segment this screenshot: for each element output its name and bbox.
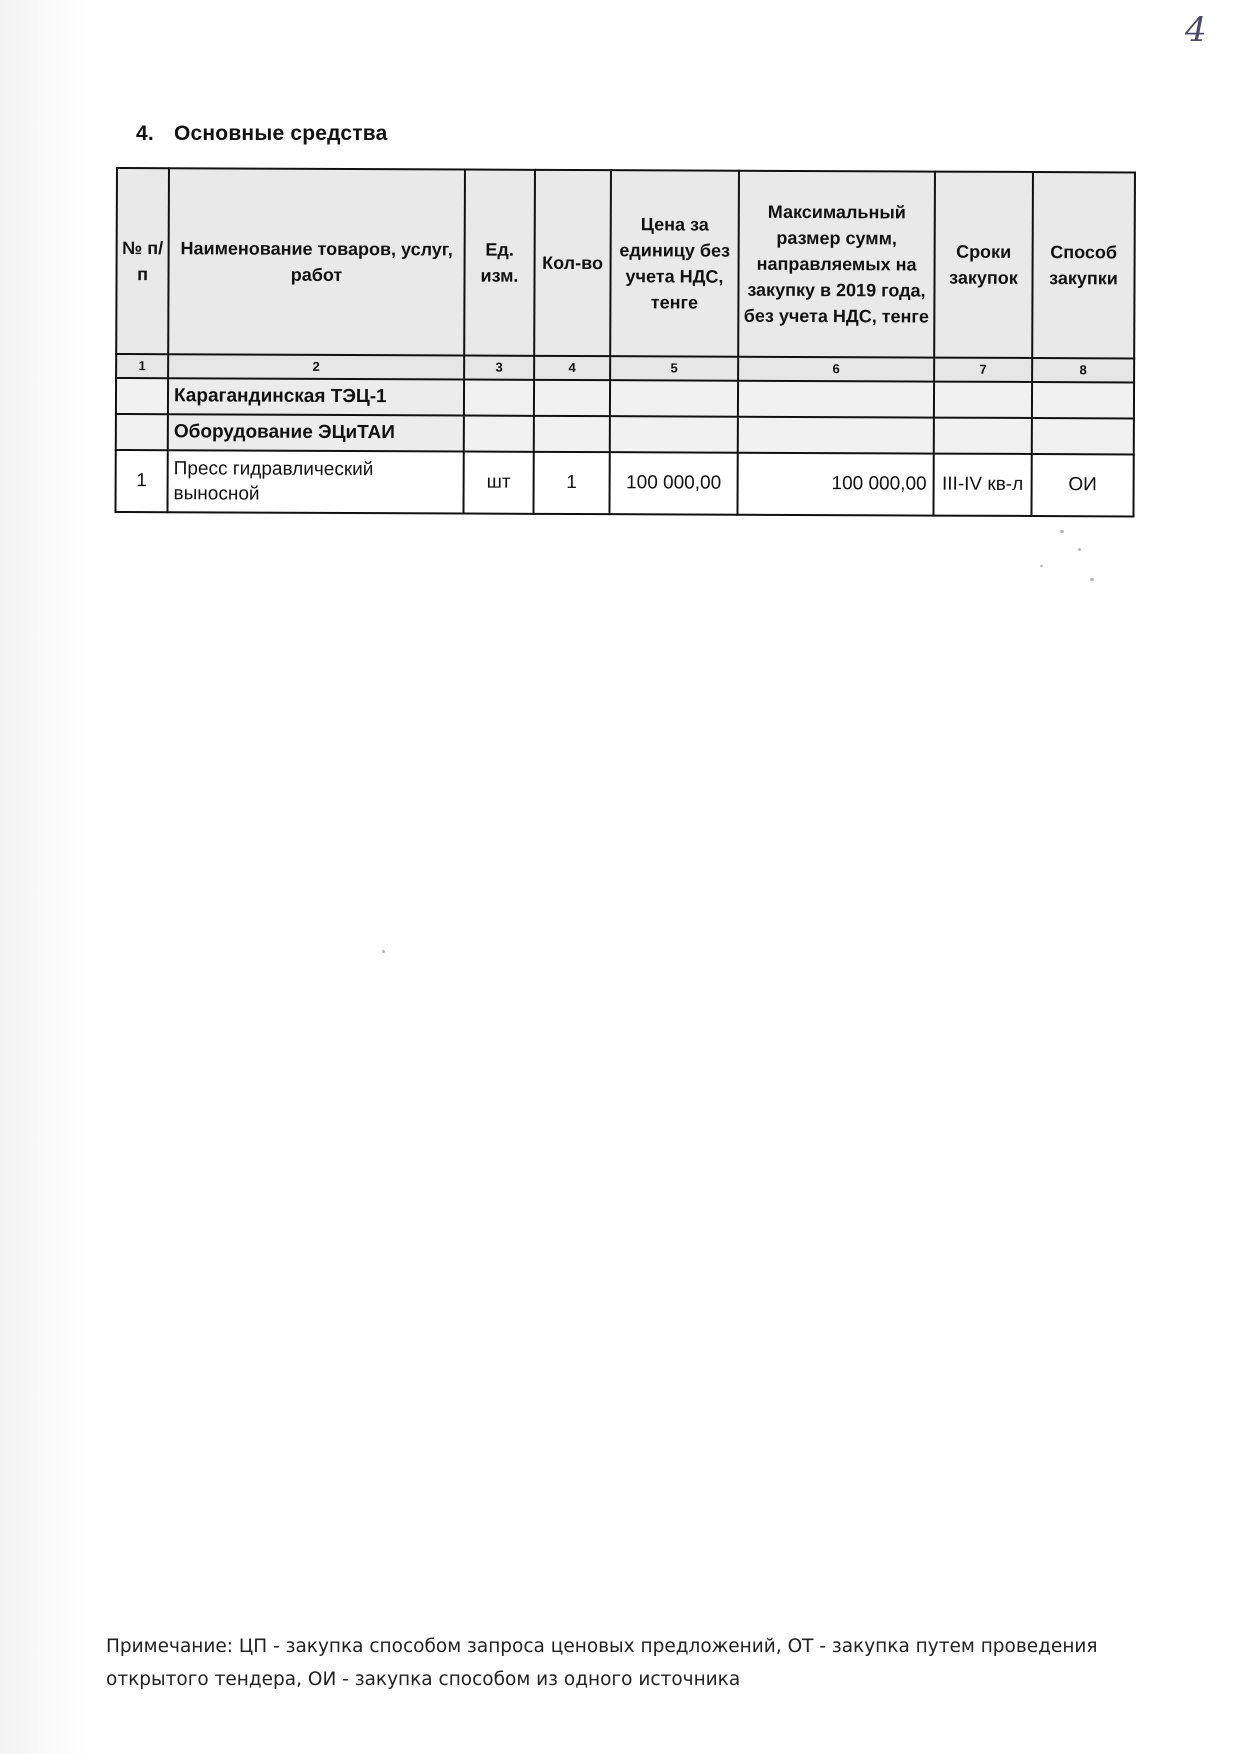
group-row [116,378,1134,418]
row-number-cell: 1 [115,450,167,512]
table-header-row [116,168,1135,358]
column-number-cell: 5 [610,356,738,381]
group-empty-cell [534,416,610,452]
group-label: Карагандинская ТЭЦ-1 [168,378,464,415]
unit-price-cell: 100 000,00 [609,452,737,515]
header-cell: Наименование товаров, услуг, работ [168,168,465,355]
item-name-cell: Пресс гидравлический выносной [167,450,463,513]
section-title [136,122,387,146]
scan-speck [1090,578,1094,581]
header-cell: Максимальный размер сумм, направляемых на закупку в 2019 года, без учета НДС, тенге [738,171,935,358]
group-empty-cell [1032,382,1134,418]
column-number-cell: 3 [464,356,534,380]
header-cell: Ед. изм. [464,170,535,356]
column-number-cell: 7 [934,358,1032,382]
table-row [115,450,1133,516]
group-empty-cell [934,382,1032,418]
header-cell: Цена за единицу без учета НДС, тенге [610,170,739,357]
method-cell: ОИ [1031,454,1133,516]
footnote: Примечание: ЦП - закупка способом запроса ценовых предложений, ОТ - закупка путем проведения открытого тендера, ОИ - закупка способом из одного источника [106,1636,1098,1690]
group-empty-cell [464,416,534,452]
column-number-cell: 6 [738,357,934,382]
column-number-cell: 8 [1032,358,1134,382]
header-cell: № п/п [116,168,169,354]
group-row [116,414,1134,454]
group-empty-cell [116,378,168,414]
scan-speck [382,950,385,953]
scan-speck [1040,565,1043,567]
group-empty-cell [534,380,610,416]
group-empty-cell [464,380,534,416]
group-empty-cell [610,416,738,453]
unit-cell: шт [463,452,533,514]
quantity-cell: 1 [533,452,609,514]
procurement-table-container [114,167,1134,517]
group-empty-cell [738,417,934,454]
section-title-text: Основные средства [174,122,388,145]
header-cell: Способ закупки [1032,172,1135,358]
column-number-cell: 4 [534,356,610,380]
group-empty-cell [116,414,168,450]
procurement-table [114,167,1135,517]
group-empty-cell [738,381,934,418]
scan-edge-shadow [0,0,90,1754]
group-label: Оборудование ЭЦиТАИ [168,414,464,451]
scan-speck [1078,548,1081,551]
group-empty-cell [1032,418,1134,454]
section-number: 4. [136,122,154,145]
scan-speck [1060,530,1064,533]
header-cell: Сроки закупок [934,172,1033,358]
column-number-cell: 1 [116,354,168,378]
group-empty-cell [610,380,738,417]
max-amount-cell: 100 000,00 [737,453,933,516]
period-cell: III-IV кв-л [933,454,1031,516]
column-number-cell: 2 [168,354,464,379]
header-cell: Кол-во [534,170,611,356]
group-empty-cell [934,418,1032,454]
handwritten-page-number: 4 [1185,10,1207,50]
